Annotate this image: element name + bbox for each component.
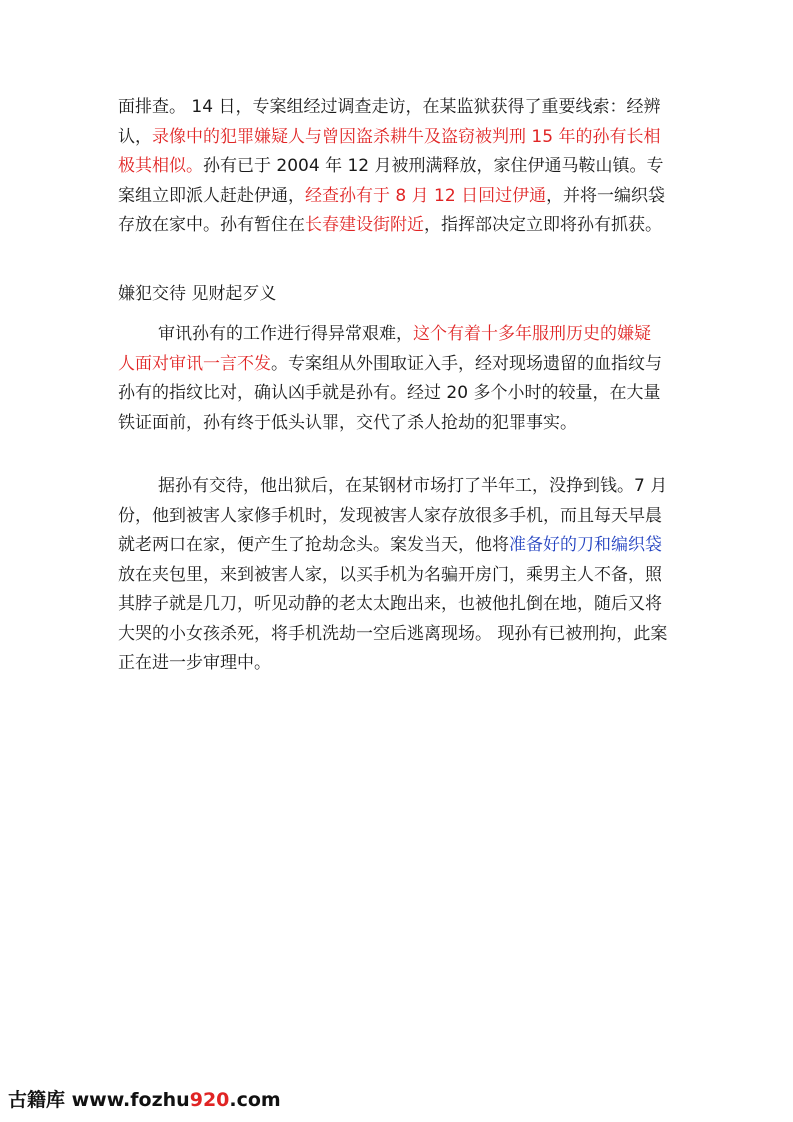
text-segment: 。专案组从外围取证入手，经对现场遗留的血指纹与孙有的指纹比对，确认凶手就是孙有。经过 20 多个小时的较量，在大量铁证面前，孙有终于低头认罪，交代了杀人抢劫的犯罪事实。 [118,353,662,433]
paragraph-interrogation [118,320,666,438]
text-segment: 放在夹包里，来到被害人家，以买手机为名骗开房门，乘男主人不备，照其脖子就是几刀，听见动静的老太太跑出来，也被他扎倒在地，随后又将大哭的小女孩杀死，将手机洗劫一空后逃离现场。 现孙有已被刑拘，此案正在进一步审理中。 [118,564,668,673]
section-heading: 嫌犯交待 见财起歹义 [118,284,277,304]
paragraph-investigation [118,93,674,241]
footer-prefix: 古籍库 www.fozhu [8,1089,190,1111]
text-segment: 长春建设街附近 [305,215,424,235]
text-segment: ，指挥部决定立即将孙有抓获。 [424,215,662,235]
text-segment: 准备好的刀和编织袋 [509,535,662,555]
text-segment: 这个有着十多年服刑历史的嫌疑人面对审讯一言不发 [118,324,651,374]
footer-number: 920 [189,1089,230,1111]
text-segment: 面排查。 14 日，专案组经过调查走访，在某监狱获得了重要线索：经辨认， [118,97,661,147]
footer-suffix: .com [229,1089,281,1111]
watermark-footer [8,1085,281,1112]
text-segment: 经查孙有于 8 月 12 日回过伊通 [305,185,547,206]
text-segment: ，并将一编织袋存放在家中。孙有暂住在 [118,185,666,235]
text-segment: 审讯孙有的工作进行得异常艰难， [158,324,413,344]
paragraph-confession [118,472,674,679]
text-segment: 孙有已于 2004 年 12 月被刑满释放，家住伊通马鞍山镇。专案组立即派人赶赴伊通， [118,156,664,206]
text-segment: 据孙有交待，他出狱后，在某钢材市场打了半年工，没挣到钱。7 月份，他到被害人家修手机时，发现被害人家存放很多手机，而且每天早晨就老两口在家，便产生了抢劫念头。案发当天，他将 [118,476,668,555]
text-segment: 录像中的犯罪嫌疑人与曾因盗杀耕牛及盗窃被判刑 15 年的孙有长相极其相似。 [118,126,661,176]
